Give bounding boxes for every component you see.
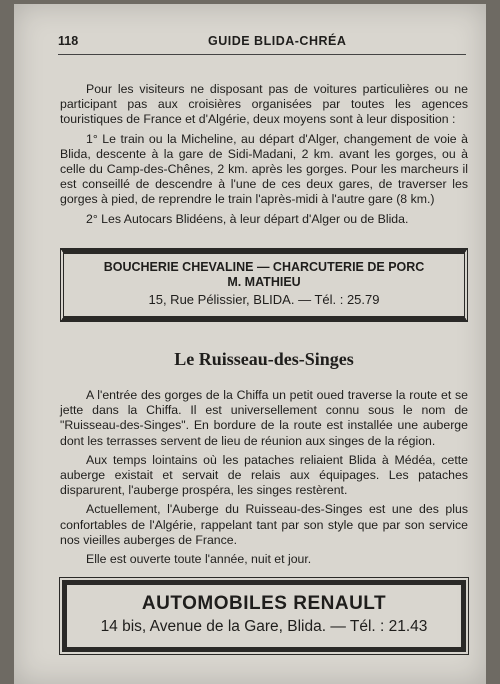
book-page xyxy=(14,4,486,684)
ad-renault-address: 14 bis, Avenue de la Gare, Blida. — Tél. : 21.43 xyxy=(100,618,428,635)
ad-boucherie-address: 15, Rue Pélissier, BLIDA. — Tél. : 25.79 xyxy=(148,292,380,307)
intro-text xyxy=(60,82,468,227)
ad-boucherie-title: BOUCHERIE CHEVALINE — CHARCUTERIE DE PORC xyxy=(103,260,425,274)
section-title: Le Ruisseau-des-Singes xyxy=(174,349,354,369)
intro-paragraph: 2° Les Autocars Blidéens, à leur départ d'Alger ou de Blida. xyxy=(86,211,409,226)
section-paragraph: Actuellement, l'Auberge du Ruisseau-des-Singes est une des plus confortables de l'Algérie, rappelant tant par son style que par son service nos vieilles auberges de France. xyxy=(60,502,468,547)
ad-renault-title: AUTOMOBILES RENAULT xyxy=(141,593,387,614)
intro-paragraph: 1° Le train ou la Micheline, au départ d'Alger, changement de voie à Blida, descente à la gare de Sidi-Madani, 2 km. avant les gorges, ou à celle du Camp-des-Chênes, 2 km. après les gorges. Pour les marcheurs il est conseillé de descendre à l'une de ces deux gares, de traverser les gorges à pied, de reprendre le train l'après-midi à l'autre gare (8 km.) xyxy=(60,131,468,207)
section-paragraph: A l'entrée des gorges de la Chiffa un petit oued traverse la route et se jette dans la Chiffa. Il est universellement connu sous le nom de "Ruisseau-des-Singes". En bordure de la route est installée une auberge dont les terrasses servent de lieu de réunion aux singes de la région. xyxy=(60,388,468,448)
section-text xyxy=(60,388,468,567)
ad-boucherie-owner: M. MATHIEU xyxy=(227,275,301,289)
running-title: GUIDE BLIDA-CHRÉA xyxy=(208,34,347,48)
boucherie-advertisement xyxy=(60,248,468,322)
renault-advertisement xyxy=(62,580,466,652)
page-number: 118 xyxy=(58,34,79,48)
page-header xyxy=(58,34,458,52)
section-paragraph: Aux temps lointains où les pataches reliaient Blida à Médéa, cette auberge existait et servait de relais aux équipages. Les pataches disparurent, l'auberge prospéra, les singes restèrent. xyxy=(60,452,468,498)
header-rule xyxy=(58,54,466,55)
intro-paragraph: Pour les visiteurs ne disposant pas de voitures particulières ou ne participant pas aux croisières organisées par toutes les agences touristiques de France et d'Algérie, deux moyens sont à leur disposition : xyxy=(60,82,468,127)
section-paragraph: Elle est ouverte toute l'année, nuit et jour. xyxy=(86,552,312,567)
